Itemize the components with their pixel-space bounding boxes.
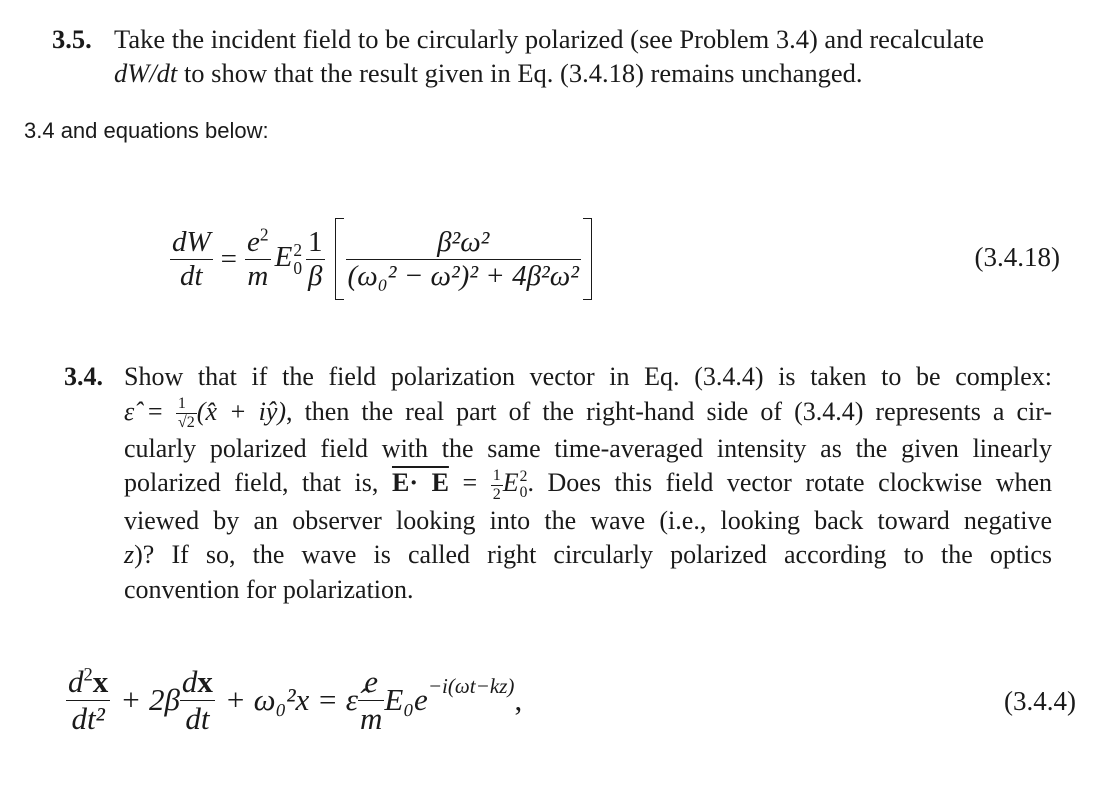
problem-line: cularly polarized field with the same time-averaged intensity as the given linearly: [124, 433, 1052, 463]
exponent: −i(ωt−kz): [427, 673, 515, 698]
problem-line: convention for polarization.: [124, 574, 414, 604]
denominator: dt: [185, 700, 210, 736]
restoring-term: + ω₀²x = ε̂: [224, 682, 358, 717]
left-bracket: [335, 218, 344, 300]
problem-line: Show that if the field polarization vector in Eq. (3.4.4) is taken to be complex:: [124, 362, 1052, 391]
fraction-d2x-dt2: [66, 664, 110, 737]
problem-text: [114, 22, 1052, 90]
problem-line: polarized field, that is, E· E = $\frac{1}{2}$ E 2 0 . Does this field vector rotate clockwise when: [124, 467, 1053, 503]
numerator: e: [358, 664, 384, 701]
problem-number: 3.4.: [64, 362, 103, 391]
denominator: (ω₀² − ω²)² + 4β²ω²: [347, 259, 579, 292]
problem-line: ε̂ = $\frac{1}{√2}$ (x̂ + iŷ), then the real part of the right-hand side of (3.4.4) represents a cir-: [124, 395, 1052, 432]
fraction-e2-m: [245, 223, 271, 293]
problem-line: z)? If so, the wave is called right circularly polarized according to the optics: [124, 540, 1052, 570]
fraction-1-beta: [306, 226, 325, 293]
numerator: dx: [181, 663, 213, 699]
equation-body: [170, 214, 592, 304]
problem-text: [124, 360, 1052, 607]
denominator: m: [359, 700, 383, 736]
comma: ,: [514, 682, 523, 717]
fraction-dx-dt: [180, 664, 215, 737]
fraction-one-over-root2: $\frac{1}{√2}$: [177, 395, 195, 432]
right-bracket: [583, 218, 592, 300]
numerator: $d^2x$: [68, 663, 109, 699]
inline-math-dwdt: dW/dt: [114, 58, 178, 88]
numerator: β²ω²: [346, 226, 581, 260]
equation-3-4-4: [66, 650, 1076, 750]
numerator: 1: [308, 225, 323, 258]
equation-3-4-18: [170, 214, 1060, 304]
field-term: E₀e: [384, 682, 428, 717]
problem-line: viewed by an observer looking into the wave (i.e., looking back toward negative: [124, 505, 1052, 535]
problem-line: Take the incident field to be circularly polarized (see Problem 3.4) and recalculate: [114, 24, 985, 54]
problem-3-4: [64, 360, 1052, 607]
fraction-e-m: [358, 664, 384, 737]
denominator: β: [308, 259, 323, 292]
numerator: $e^2$: [247, 223, 269, 258]
denominator: dt²: [71, 700, 105, 736]
numerator: dW: [172, 225, 211, 258]
denominator: m: [247, 259, 269, 292]
inline-math-intensity: E· E = $\frac{1}{2}$ E 2 0: [391, 467, 528, 503]
problem-number: 3.5.: [52, 24, 92, 54]
note-text: 3.4 and equations below:: [24, 118, 269, 143]
equals-sign: =: [220, 242, 238, 275]
denominator: dt: [180, 259, 203, 292]
equation-label: (3.4.18): [974, 242, 1060, 272]
problem-line: to show that the result given in Eq. (3.4.18) remains unchanged.: [177, 58, 863, 88]
fraction-bracket: [346, 226, 581, 293]
equation-body: [66, 650, 522, 750]
equation-label: (3.4.4): [1004, 686, 1076, 716]
fraction-dw-dt: [170, 226, 213, 293]
problem-3-5: [52, 22, 1052, 90]
damping-term: + 2β: [120, 682, 180, 717]
field-e0-squared: E 2 0: [274, 239, 303, 279]
